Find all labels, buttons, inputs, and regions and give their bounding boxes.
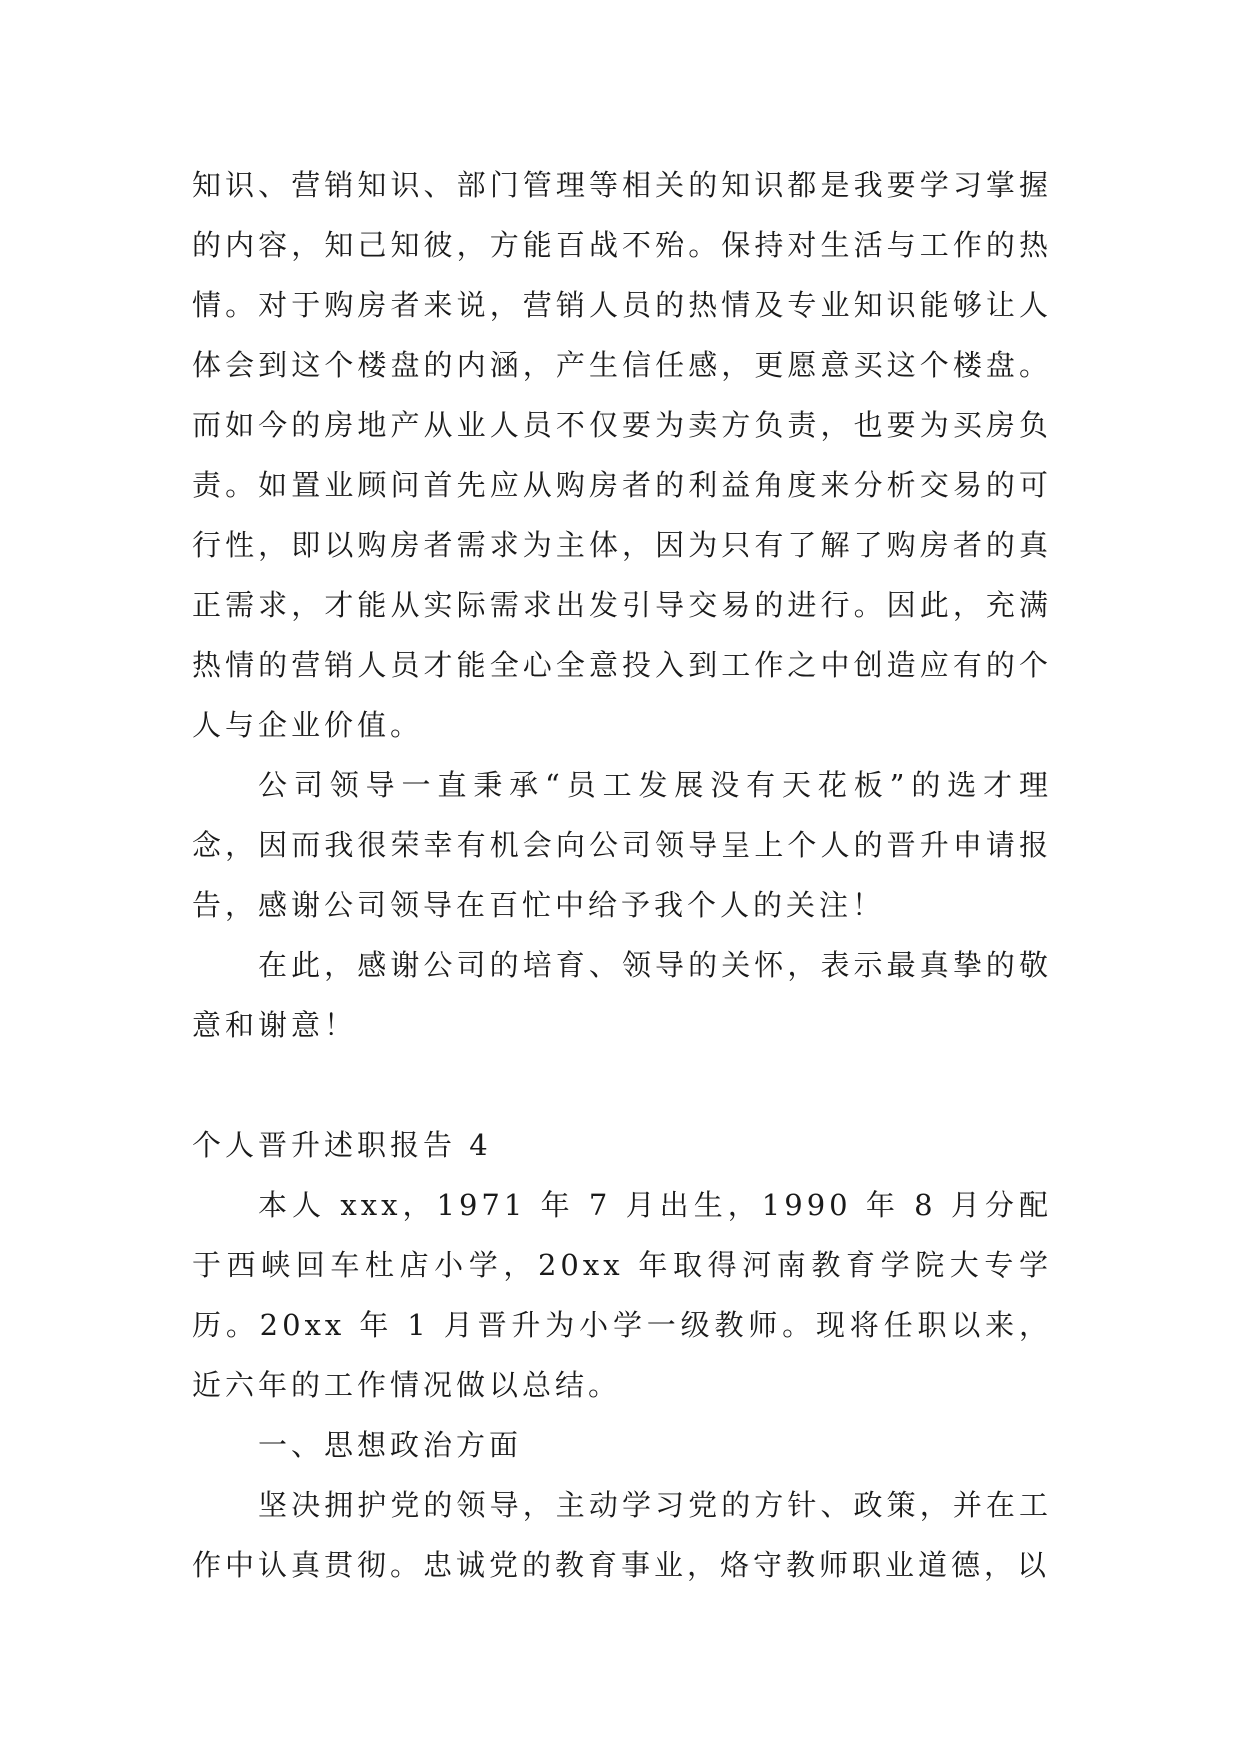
subheading-political: 一、思想政治方面 [258, 1428, 523, 1462]
paragraph-introduction: 本人 xxx，1971 年 7 月出生，1990 年 8 月分配于西峡回车杜店小学，20xx 年取得河南教育学院大专学历。20xx 年 1 月晋升为小学一级教师。现将任职以来，近六年的工作情况做以总结。 [192, 1188, 1052, 1402]
document-body [192, 155, 1052, 1595]
paragraph-continuation: 知识、营销知识、部门管理等相关的知识都是我要学习掌握的内容，知己知彼，方能百战不殆。保持对生活与工作的热情。对于购房者来说，营销人员的热情及专业知识能够让人体会到这个楼盘的内涵，产生信任感，更愿意买这个楼盘。而如今的房地产从业人员不仅要为卖方负责，也要为买房负责。如置业顾问首先应从购房者的利益角度来分析交易的可行性，即以购房者需求为主体，因为只有了解了购房者的真正需求，才能从实际需求出发引导交易的进行。因此，充满热情的营销人员才能全心全意投入到工作之中创造应有的个人与企业价值。 [192, 168, 1052, 742]
paragraph-thanks: 在此，感谢公司的培育、领导的关怀，表示最真挚的敬意和谢意！ [192, 948, 1052, 1042]
section-spacer [192, 1055, 1052, 1115]
paragraph-promotion-application: 公司领导一直秉承“员工发展没有天花板”的选才理念，因而我很荣幸有机会向公司领导呈上个人的晋升申请报告，感谢公司领导在百忙中给予我个人的关注！ [192, 768, 1052, 922]
paragraph-political: 坚决拥护党的领导，主动学习党的方针、政策，并在工作中认真贯彻。忠诚党的教育事业，烙守教师职业道德，以 [192, 1488, 1052, 1582]
section-title: 个人晋升述职报告 4 [192, 1128, 492, 1162]
